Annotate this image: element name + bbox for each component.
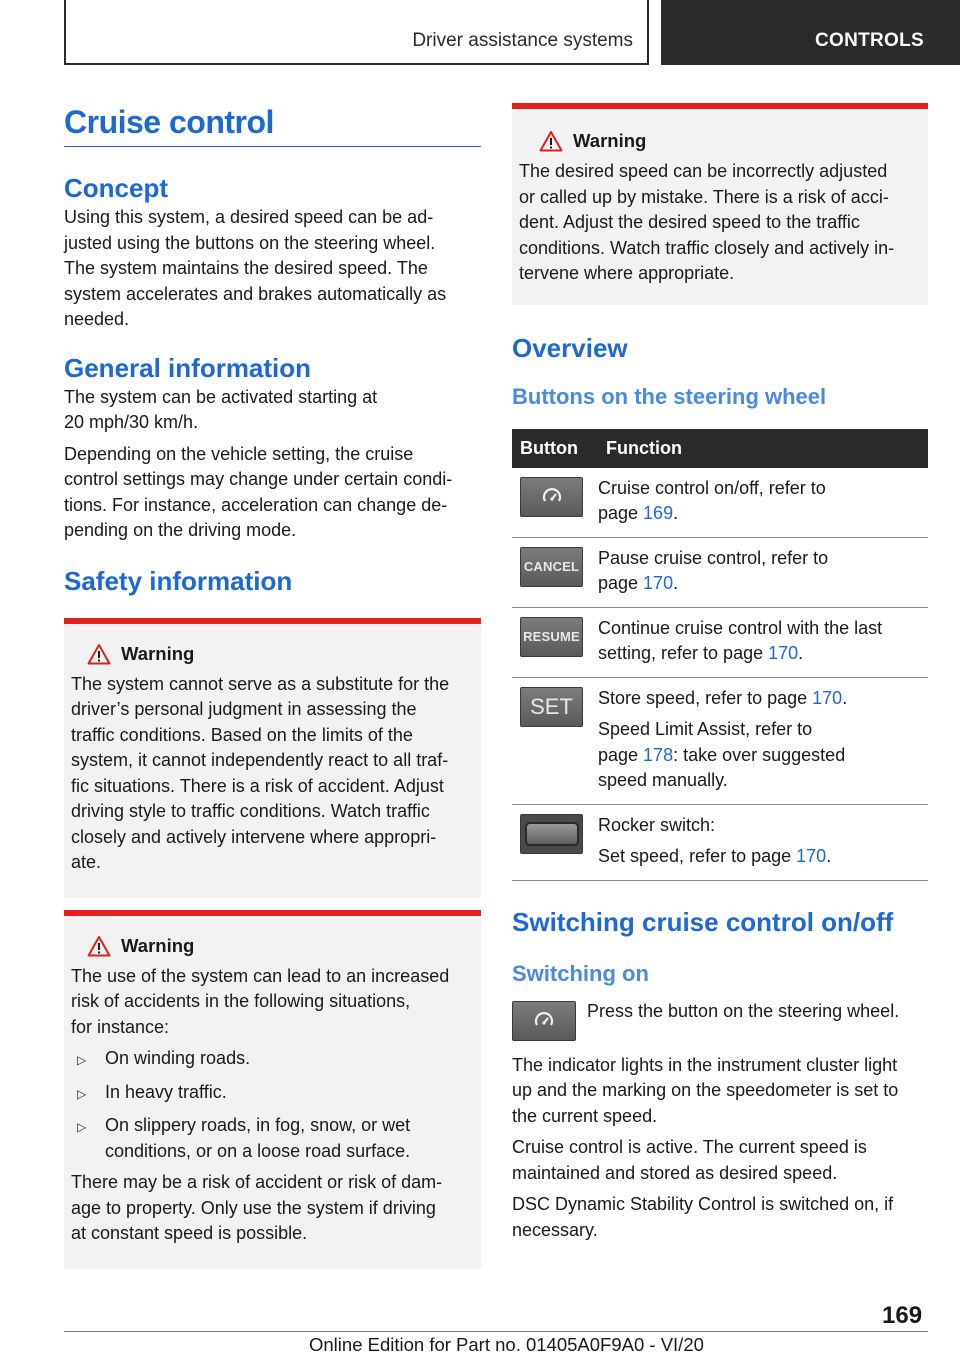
switching-on-subheading: Switching on <box>512 960 649 986</box>
warning-box-1 <box>64 618 481 898</box>
header-chapter-box <box>661 0 960 65</box>
warning-triangle-icon <box>87 935 111 957</box>
table-row <box>512 804 928 880</box>
right-column <box>512 103 928 1243</box>
page-title: Cruise control <box>64 100 481 147</box>
warning-text-1: The system cannot serve as a substitute for the driver’s personal judgment in assessing the traffic conditions. Based on the limits of the system, it cannot independently react to all traf‐ fic situations. There is a risk of accident. Adjust driving style to traffic conditions. Watch traffic closely and actively intervene where appropri‐ ate. <box>71 673 450 872</box>
cancel-button-icon: CANCEL <box>520 547 583 587</box>
list-item: ▷ On slippery roads, in fog, snow, or wet conditions, or on a loose road surface. <box>71 1113 474 1164</box>
concept-text: Using this system, a desired speed can be ad‐ justed using the buttons on the steering wheel. The system maintains the desired speed. The system accelerates and brakes automatically as needed. <box>64 207 447 329</box>
cruise-control-button-icon <box>520 477 583 517</box>
warning-outro-2: There may be a risk of accident or risk of dam‐ age to property. Only use the system if driving at constant speed is possible. <box>71 1172 443 1243</box>
page-number: 169 <box>882 1302 923 1329</box>
speedometer-icon <box>541 486 563 508</box>
press-button-text: Press the button on the steering wheel. <box>587 1000 900 1021</box>
table-row <box>512 468 928 538</box>
warning-box-2 <box>64 910 481 1269</box>
page-link[interactable]: 170 <box>812 687 843 708</box>
page-link[interactable]: 170 <box>643 573 674 593</box>
footer-edition: Online Edition for Part no. 01405A0F9A0 - VI/20 <box>309 1334 704 1355</box>
buttons-table <box>512 429 928 881</box>
page-link[interactable]: 178 <box>643 744 674 765</box>
warning-triangle-icon <box>539 130 563 152</box>
page-link[interactable]: 170 <box>796 846 827 866</box>
function-cell: Store speed, refer to page 170. Speed Limit Assist, refer to page 178: take over suggested speed manually. <box>598 677 928 804</box>
list-item: ▷ On winding roads. <box>71 1046 474 1074</box>
bullet-triangle-icon: ▷ <box>77 1120 87 1134</box>
warning-title-2: Warning <box>71 934 474 958</box>
table-row <box>512 537 928 607</box>
concept-heading: Concept <box>64 173 168 203</box>
overview-heading: Overview <box>512 332 628 363</box>
table-row <box>512 677 928 804</box>
column-header-function: Function <box>598 429 928 468</box>
set-button-icon: SET <box>520 687 583 727</box>
cruise-control-button-icon <box>512 1001 576 1041</box>
warning-text-3: The desired speed can be incorrectly adjusted or called up by mistake. There is a risk of acci‐ dent. Adjust the desired speed to the traffic conditions. Watch traffic closely and actively in‐ tervene where appropriate. <box>519 161 895 283</box>
switching-text-3: DSC Dynamic Stability Control is switched on, if necessary. <box>512 1194 894 1240</box>
bullet-triangle-icon: ▷ <box>77 1086 87 1101</box>
table-row <box>512 607 928 677</box>
function-cell: Cruise control on/off, refer to page 169. <box>598 468 928 538</box>
page-link[interactable]: 169 <box>643 503 674 523</box>
warning-title-1: Warning <box>71 642 474 666</box>
function-cell: Continue cruise control with the last setting, refer to page 170. <box>598 607 928 677</box>
bullet-triangle-icon: ▷ <box>77 1053 87 1067</box>
function-cell: Pause cruise control, refer to page 170. <box>598 537 928 607</box>
footer-divider <box>64 1331 928 1332</box>
safety-info-heading: Safety information <box>64 565 293 596</box>
general-info-heading: General information <box>64 352 312 383</box>
switching-text-1: The indicator lights in the instrument cluster light up and the marking on the speedometer is set to the current speed. <box>512 1054 899 1126</box>
warning-triangle-icon <box>87 643 111 665</box>
speedometer-icon <box>533 1010 555 1032</box>
general-info-text-1: The system can be activated starting at 20 mph/30 km/h. <box>64 386 378 432</box>
header-section-box <box>64 0 649 65</box>
header-section-title: Driver assistance systems <box>412 30 633 51</box>
function-cell: Rocker switch: Set speed, refer to page 170. <box>598 804 928 880</box>
general-info-text-2: Depending on the vehicle setting, the cruise control settings may change under certain condi‐ tions. For instance, acceleration can change de‐ pending on the driving mode. <box>64 443 453 540</box>
warning-title-3: Warning <box>519 129 921 153</box>
rocker-switch-icon <box>520 814 583 854</box>
buttons-subheading: Buttons on the steering wheel <box>512 383 827 409</box>
column-header-button: Button <box>512 429 598 468</box>
switching-on-row <box>512 1001 928 1041</box>
left-column <box>64 100 481 1269</box>
table-header-row <box>512 429 928 468</box>
list-item: ▷ In heavy traffic. <box>71 1080 474 1108</box>
switching-text-2: Cruise control is active. The current speed is maintained and stored as desired speed. <box>512 1137 867 1183</box>
header-chapter-title: CONTROLS <box>815 30 925 51</box>
switching-heading: Switching cruise control on/off <box>512 906 894 937</box>
page-link[interactable]: 170 <box>768 643 799 663</box>
warning-box-3 <box>512 103 928 305</box>
warning-intro-2: The use of the system can lead to an increased risk of accidents in the following situations, for instance: <box>71 965 450 1037</box>
resume-button-icon: RESUME <box>520 617 583 657</box>
